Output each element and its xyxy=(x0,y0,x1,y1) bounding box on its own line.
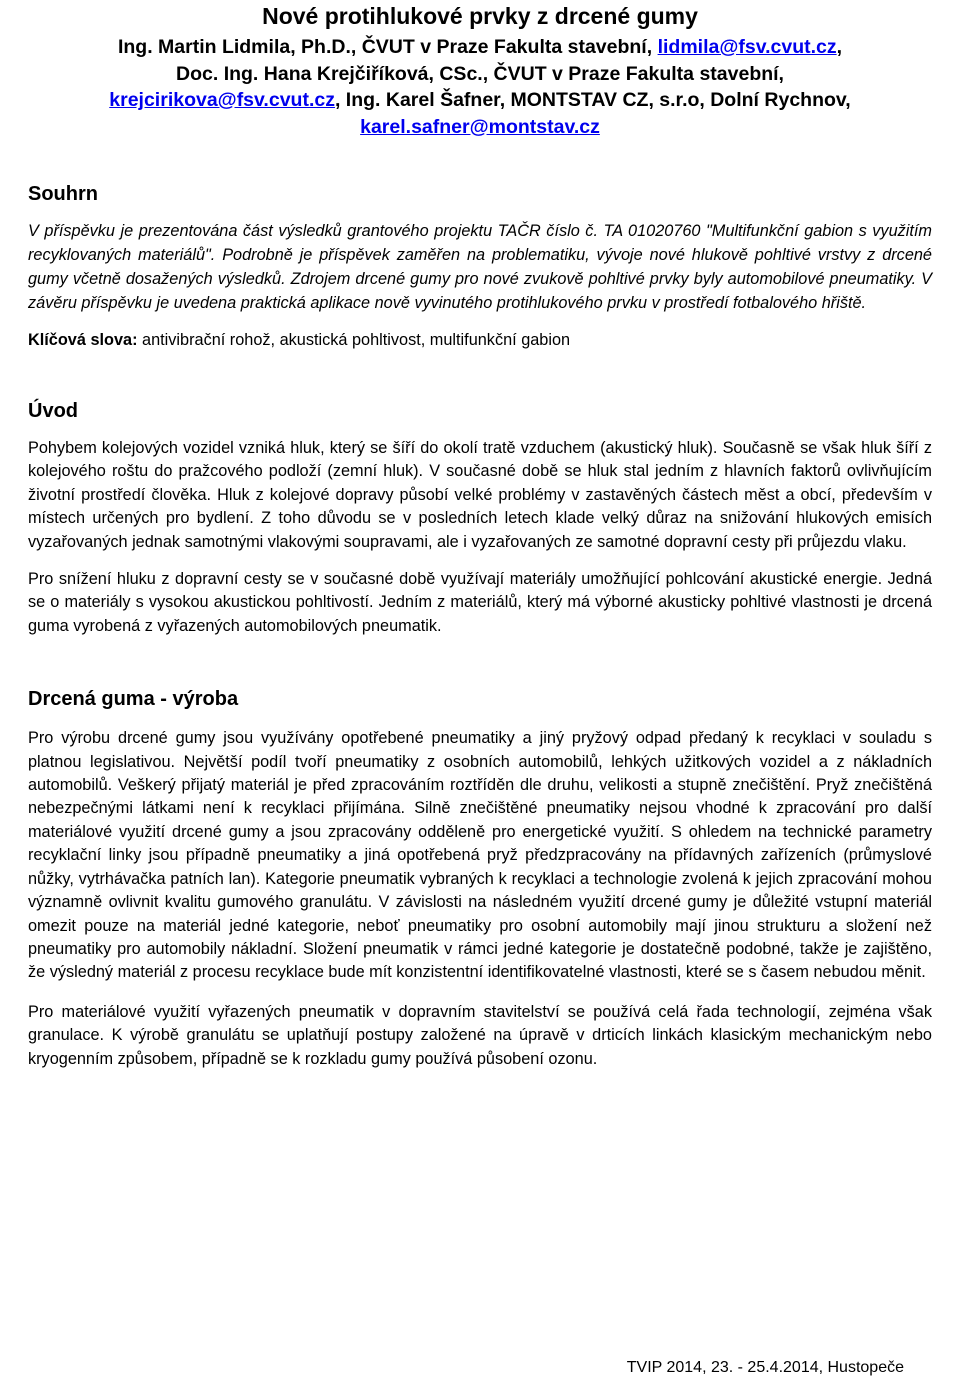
author-block xyxy=(28,34,932,140)
keywords-line xyxy=(28,328,932,352)
author-3-email-link[interactable]: karel.safner@montstav.cz xyxy=(360,115,600,138)
author-2-email-link[interactable]: krejcirikova@fsv.cvut.cz xyxy=(109,89,335,111)
author-3: , Ing. Karel Šafner, MONTSTAV CZ, s.r.o, Dolní Rychnov, xyxy=(334,89,851,111)
author-1: Ing. Martin Lidmila, Ph.D., ČVUT v Praze Fakulta stavební, xyxy=(117,36,658,58)
section-2-paragraph-2: Pro materiálové využití vyřazených pneumatik v dopravním stavitelství se používá celá řada technologií, zejména však granulace. K výrobě granulátu se uplatňují postupy založené na úpravě v drticích linkách klasickým mechanickým nebo kryogenním způsobem, případně se k rozkladu gumy používá působení ozonu. xyxy=(28,1002,932,1068)
intro-heading: Úvod xyxy=(28,400,78,422)
author-1-email-link[interactable]: lidmila@fsv.cvut.cz xyxy=(657,36,837,58)
paper-title: Nové protihlukové prvky z drcené gumy xyxy=(262,3,698,29)
section-2-paragraph-1: Pro výrobu drcené gumy jsou využívány opotřebené pneumatiky a jiný pryžový odpad předaný k recyklaci v souladu s platnou legislativou. Největší podíl tvoří pneumatiky z osobních automobilů, lehkých užitkových vozidel a z nákladních automobilů. Veškerý přijatý materiál je před zpracováním roztříděn dle druhu, velikosti a stupně znečištění. Pryž znečištěná nebezpečnými látkami není k recyklaci přijímána. Silně znečištěné pneumatiky nejsou vhodné k zpracování pro další materiálové využití drcené gumy a jsou zpracovány odděleně pro energetické využití. S ohledem na technické parametry recyklační linky jsou případně pneumatiky a jiná opotřebená pryž předzpracovány na přídavných zařízeních (průmyslové nůžky, vytrhávačka patních lan). Kategorie pneumatik vybraných k recyklaci a technologie zvolená k jejich zpracování mohou významně ovlivnit kvalitu gumového granulátu. V závislosti na následném využití drcené gumy je důležité vstupní materiál omezit pouze na materiál jedné kategorie, neboť pneumatiky pro osobní automobily mají jinou strukturu a složení než pneumatiky pro automobily nákladní. Složení pneumatik v rámci jedné kategorie je dostatečně podobné, takže je zajištěno, že výsledný materiál z procesu recyklace bude mít konzistentní identifikovatelné vlastnosti, které se s časem nebudou měnit. xyxy=(28,729,932,982)
page-footer: TVIP 2014, 23. - 25.4.2014, Hustopeče xyxy=(626,1359,904,1376)
keywords-text: antivibrační rohož, akustická pohltivost, multifunkční gabion xyxy=(137,331,571,349)
intro-paragraph-2: Pro snížení hluku z dopravní cesty se v současné době využívají materiály umožňující pohlcování akustické energie. Jedná se o materiály s vysokou akustickou pohltivostí. Jedním z materiálů, který má výborné akusticky pohltivé vlastnosti je drcená guma vyrobená z vyřazených automobilových pneumatik. xyxy=(28,570,932,635)
intro-paragraph-1: Pohybem kolejových vozidel vzniká hluk, který se šíří do okolí tratě vzduchem (akustický hluk). Současně se však hluk šíří z kolejového roštu do pražcového podloží (zemní hluk). V současné době se hluk stal jedním z hlavních faktorů ovlivňujícím životní prostředí člověka. Hluk z kolejové dopravy působí velké problémy v zastavěných částech měst a obcí, především v místech určených pro bydlení. Z toho důvodu se v posledních letech klade velký důraz na snižování hlukových emisích vyzařovaných jednak samotnými vlakovými soupravami, ale i vyzařovaných ze samotné dopravní cesty při průjezdu vlaku. xyxy=(28,439,932,551)
section-2-heading: Drcená guma - výroba xyxy=(28,688,239,711)
paper-page xyxy=(28,0,932,1071)
summary-heading: Souhrn xyxy=(28,183,98,205)
author-separator: , xyxy=(836,36,843,58)
keywords-label: Klíčová slova: xyxy=(28,331,138,349)
author-2: Doc. Ing. Hana Krejčiříková, CSc., ČVUT v Praze Fakulta stavební, xyxy=(176,62,784,85)
summary-text: V příspěvku je prezentována část výsledků grantového projektu TAČR číslo č. TA 01020760 "Multifunkční gabion s využitím recyklovaných materiálů". Podrobně je příspěvek zaměřen na problematiku, vývoje nové hlukově pohltivé vrstvy z drcené gumy včetně dosažených výsledků. Zdrojem drcené gumy pro nové zvukově pohltivé prvky byly automobilové pneumatiky. V závěru příspěvku je uvedena praktická aplikace nově vyvinutého protihlukového prvku v prostředí fotbalového hřiště. xyxy=(28,222,932,312)
